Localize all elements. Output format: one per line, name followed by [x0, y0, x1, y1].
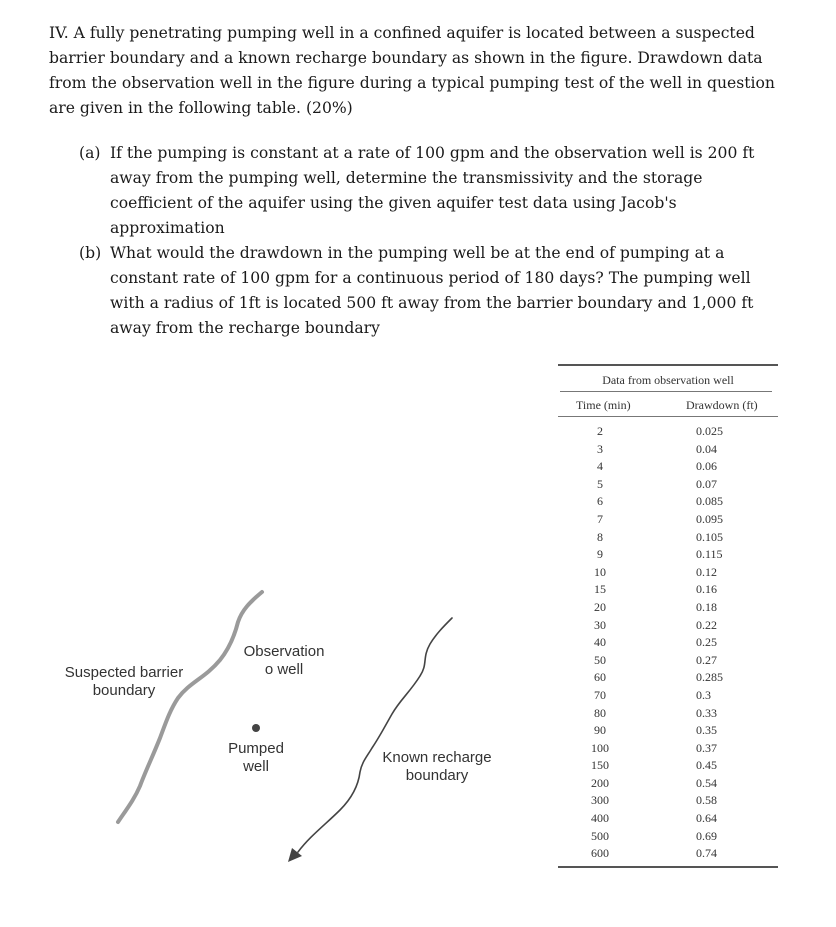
drawdown-cell: 0.37: [696, 740, 717, 755]
table-row: [558, 670, 778, 688]
time-cell: 400: [591, 811, 609, 826]
table-row: [558, 688, 778, 706]
time-cell: 7: [597, 511, 603, 526]
drawdown-cell: 0.04: [696, 441, 717, 456]
drawdown-cell: 0.54: [696, 775, 717, 790]
drawdown-cell: 0.69: [696, 828, 717, 843]
drawdown-cell: 0.285: [696, 670, 723, 685]
table-row: [558, 512, 778, 530]
table-row: [558, 758, 778, 776]
time-cell: 20: [594, 599, 606, 614]
drawdown-cell: 0.35: [696, 723, 717, 738]
problem-parts: [79, 141, 769, 341]
drawdown-cell: 0.3: [696, 687, 711, 702]
drawdown-cell: 0.74: [696, 846, 717, 861]
part-a: [79, 141, 769, 241]
time-cell: 10: [594, 564, 606, 579]
table-row: [558, 829, 778, 847]
time-cell: 15: [594, 582, 606, 597]
table-row: [558, 793, 778, 811]
table-row: [558, 582, 778, 600]
col-time-header: Time (min): [576, 398, 631, 412]
time-cell: 2: [597, 424, 603, 438]
table-row: [558, 424, 778, 442]
drawdown-cell: 0.07: [696, 476, 717, 491]
barrier-label: [54, 664, 194, 700]
pumped-well-label: [216, 740, 296, 776]
drawdown-cell: 0.45: [696, 758, 717, 773]
recharge-label: [370, 749, 504, 785]
observation-well-label: [234, 643, 334, 679]
drawdown-cell: 0.105: [696, 529, 723, 544]
table-row: [558, 846, 778, 864]
table-row: [558, 547, 778, 565]
time-cell: 80: [594, 705, 606, 720]
observation-label-line2: o well: [264, 661, 304, 678]
time-cell: 200: [591, 775, 609, 790]
time-cell: 100: [591, 740, 609, 755]
table-row: [558, 459, 778, 477]
time-cell: 60: [594, 670, 606, 685]
drawdown-cell: 0.27: [696, 652, 717, 667]
time-cell: 50: [594, 652, 606, 667]
time-cell: 600: [591, 846, 609, 861]
table-row: [558, 635, 778, 653]
time-cell: 4: [597, 459, 603, 474]
col-drawdown-header: Drawdown (ft): [686, 398, 758, 412]
drawdown-cell: 0.22: [696, 617, 717, 632]
drawdown-cell: 0.085: [696, 494, 723, 509]
observation-label-line1: Observation: [243, 643, 325, 660]
time-cell: 40: [594, 635, 606, 650]
drawdown-cell: 0.25: [696, 635, 717, 650]
boundary-drawing: [0, 560, 560, 890]
pumped-label-line2: well: [243, 758, 269, 775]
problem-intro: IV. A fully penetrating pumping well in a confined aquifer is located between a suspected barrier boundary and a known recharge boundary as shown in the figure. Drawdown data from the observation well in the figure during a typical pumping test of the well in question are given in the following table. (20%): [49, 24, 775, 117]
drawdown-cell: 0.18: [696, 599, 717, 614]
table-bottom-rule: [558, 866, 778, 868]
recharge-label-line2: boundary: [405, 767, 469, 784]
table-header-rule: [558, 416, 778, 417]
drawdown-cell: 0.64: [696, 811, 717, 826]
table-row: [558, 565, 778, 583]
time-cell: 9: [597, 547, 603, 562]
table-caption: Data from observation well: [602, 373, 734, 387]
drawdown-cell: 0.33: [696, 705, 717, 720]
table-top-rule: [558, 364, 778, 366]
part-b: [79, 241, 769, 341]
table-caption-rule: [560, 391, 772, 392]
drawdown-cell: 0.025: [696, 424, 723, 438]
drawdown-cell: 0.58: [696, 793, 717, 808]
table-row: [558, 494, 778, 512]
time-cell: 500: [591, 828, 609, 843]
time-cell: 300: [591, 793, 609, 808]
problem-statement: [49, 21, 789, 121]
table-row: [558, 600, 778, 618]
pumped-label-line1: Pumped: [228, 740, 284, 757]
part-b-text: What would the drawdown in the pumping well be at the end of pumping at a constant rate of 100 gpm for a continuous period of 180 days? The pumping well with a radius of 1ft is located 500 ft away from the barrier boundary and 1,000 ft away from the recharge boundary: [110, 244, 754, 337]
time-cell: 30: [594, 617, 606, 632]
table-row: [558, 618, 778, 636]
part-a-text: If the pumping is constant at a rate of 100 gpm and the observation well is 200 ft away from the pumping well, determine the transmissivity and the storage coefficient of the aquifer using the given aquifer test data using Jacob's approximation: [110, 144, 755, 237]
barrier-boundary-line: [118, 592, 262, 822]
time-cell: 70: [594, 687, 606, 702]
drawdown-cell: 0.12: [696, 564, 717, 579]
drawdown-cell: 0.095: [696, 511, 723, 526]
time-cell: 90: [594, 723, 606, 738]
table-row: [558, 776, 778, 794]
barrier-label-line2: boundary: [92, 682, 156, 699]
table-row: [558, 530, 778, 548]
table-row: [558, 741, 778, 759]
table-row: [558, 706, 778, 724]
time-cell: 5: [597, 476, 603, 491]
time-cell: 8: [597, 529, 603, 544]
drawdown-cell: 0.06: [696, 459, 717, 474]
table-rows: [558, 424, 778, 864]
table-row: [558, 723, 778, 741]
table-row: [558, 442, 778, 460]
barrier-label-line1: Suspected barrier: [64, 664, 184, 681]
recharge-label-line1: Known recharge: [382, 749, 492, 766]
drawdown-cell: 0.115: [696, 547, 723, 562]
aquifer-figure: [0, 560, 560, 890]
table-row: [558, 811, 778, 829]
time-cell: 3: [597, 441, 603, 456]
time-cell: 6: [597, 494, 603, 509]
drawdown-cell: 0.16: [696, 582, 717, 597]
time-cell: 150: [591, 758, 609, 773]
table-row: [558, 653, 778, 671]
part-a-label: (a): [79, 144, 101, 162]
pumped-well-dot: [252, 724, 260, 732]
part-b-label: (b): [79, 244, 102, 262]
table-row: [558, 477, 778, 495]
